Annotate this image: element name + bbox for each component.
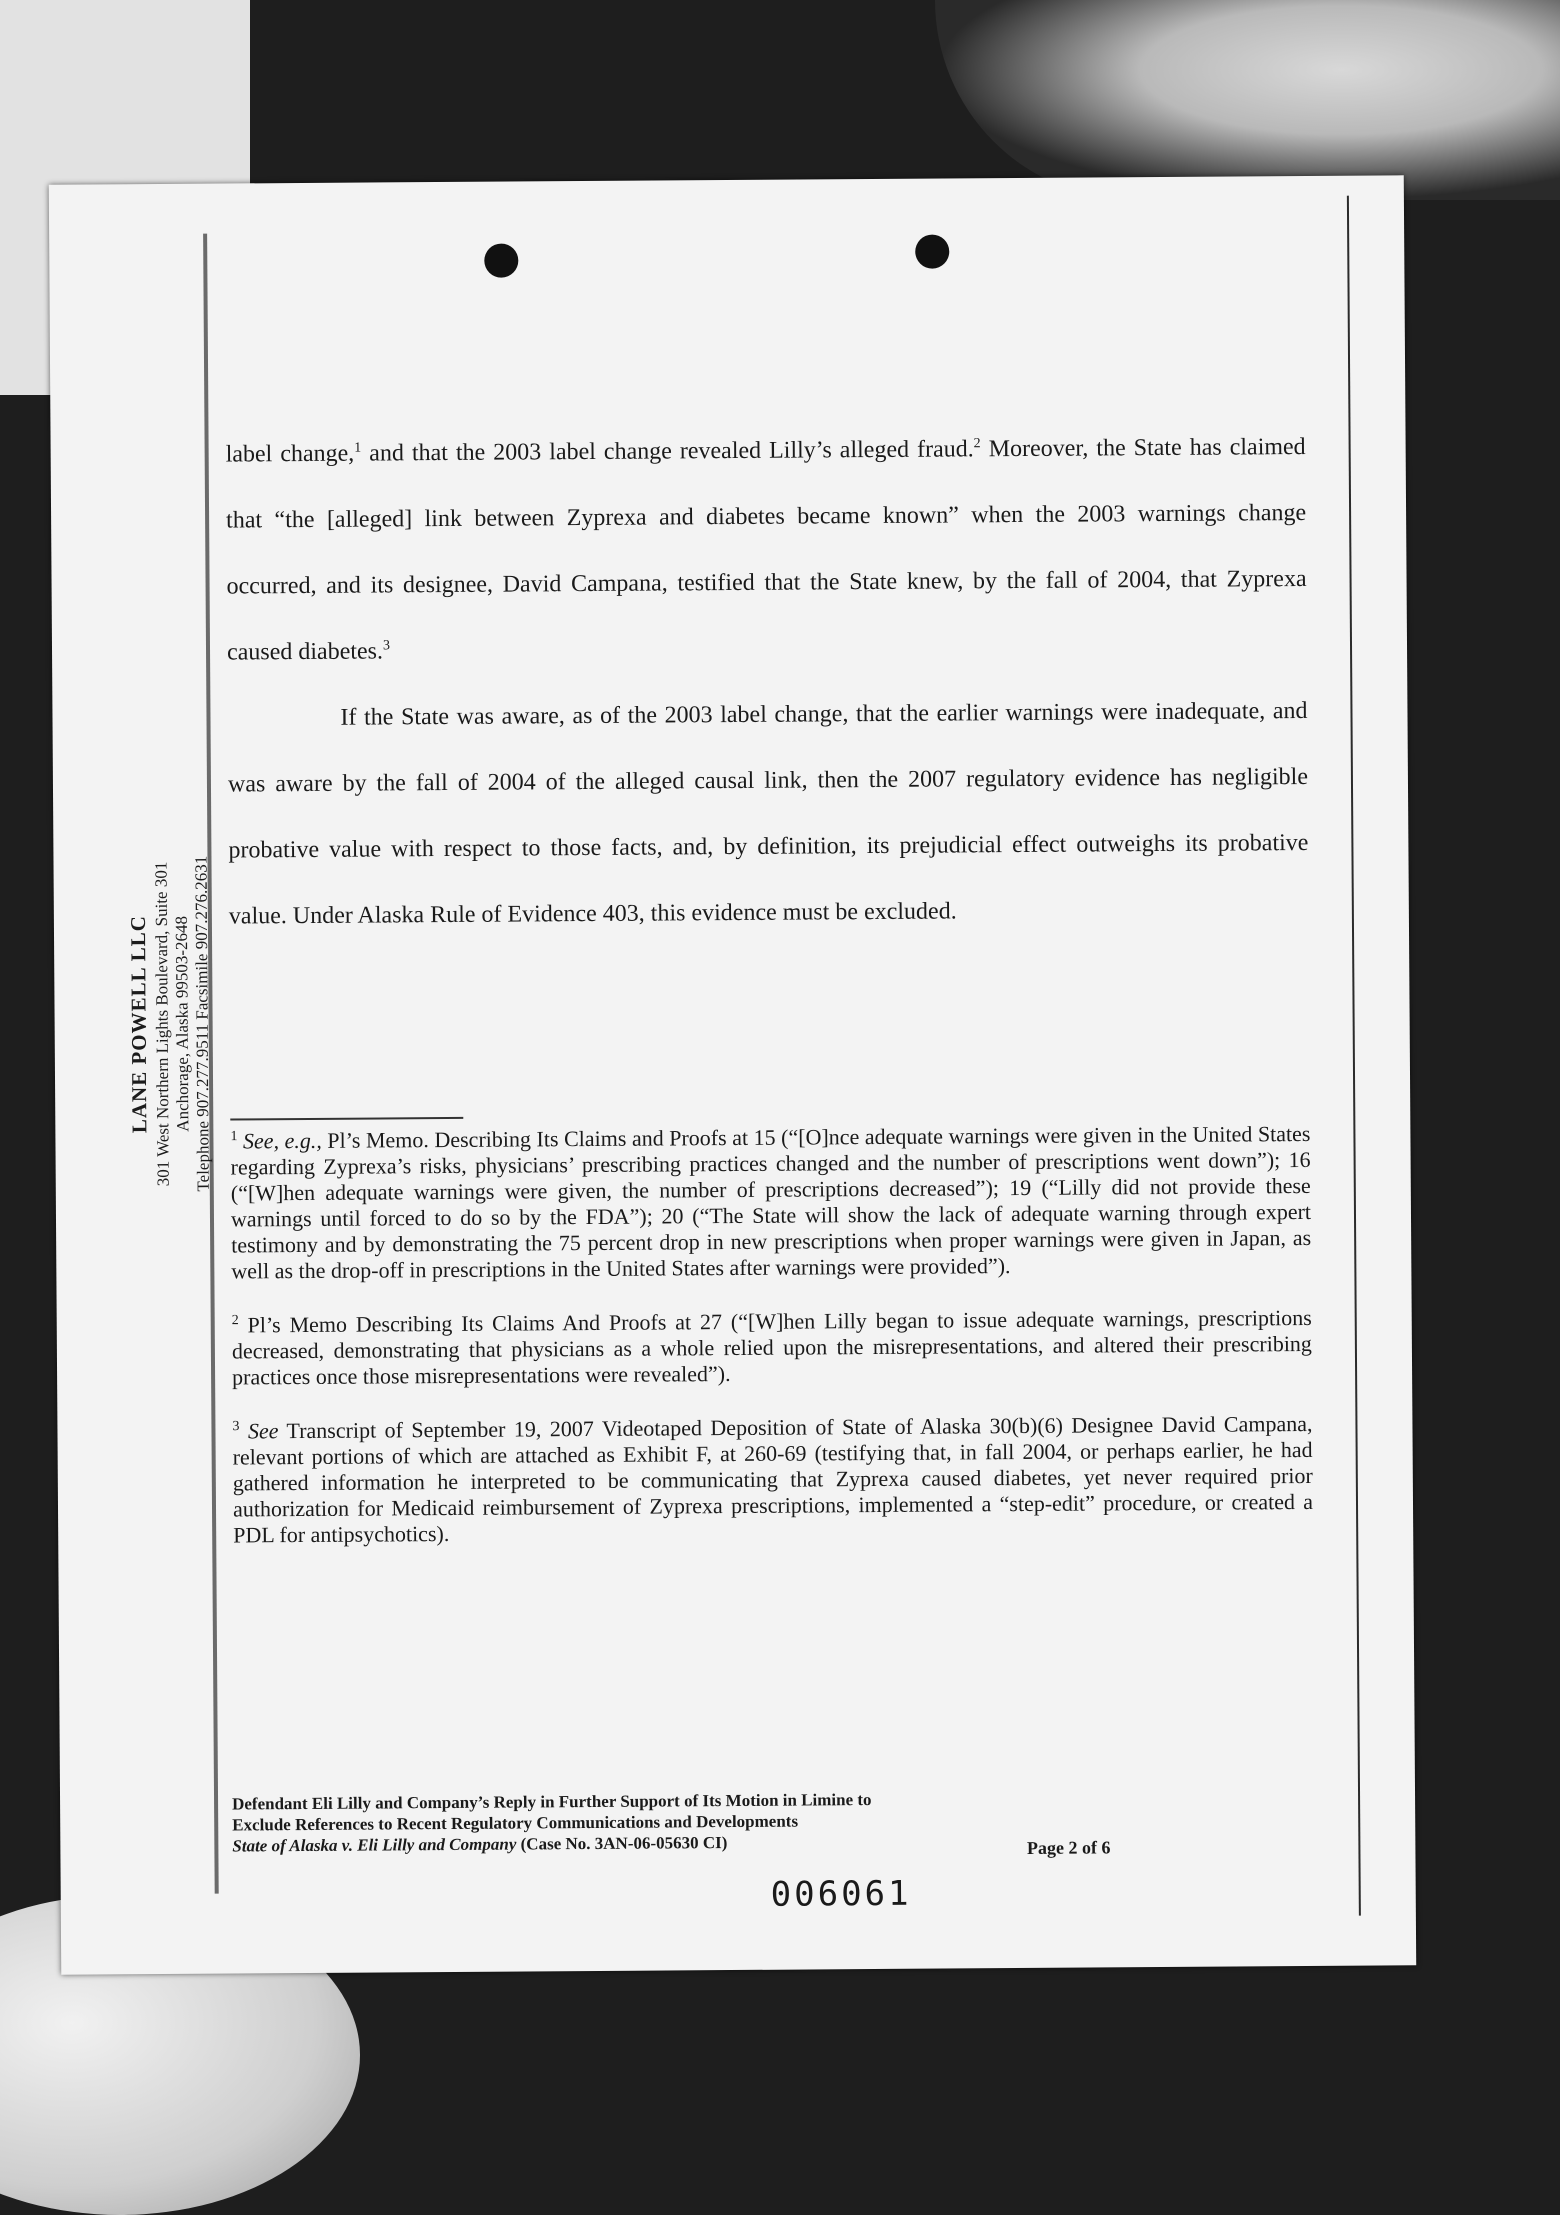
footnote-number: 1 <box>230 1129 238 1145</box>
caption-line-2: Exclude References to Recent Regulatory Communications and Developments <box>232 1811 799 1835</box>
citation-signal: See <box>247 1418 279 1444</box>
case-number: (Case No. 3AN-06-05630 CI) <box>516 1833 728 1854</box>
footnote-text: Pl’s Memo Describing Its Claims And Proofs at 27 (“[W]hen Lilly began to issue adequate warnings, prescriptions decreased, demonstrating that physicians as a whole relied upon the misrepresentations, and altered their prescribing practices once those misrepresentations were revealed”). <box>231 1304 1312 1390</box>
paragraph-text: label change, <box>225 440 355 468</box>
page-number: Page 2 of 6 <box>1026 1837 1111 1858</box>
caption-line-1: Defendant Eli Lilly and Company’s Reply in Further Support of Its Motion in Limine to <box>232 1790 872 1814</box>
paragraph-text: and that the 2003 label change revealed Lilly’s alleged fraud. <box>361 436 974 467</box>
law-firm-letterhead <box>123 804 214 1245</box>
citation-signal: See, e.g., <box>242 1127 322 1154</box>
punch-hole <box>915 234 949 268</box>
case-caption-line <box>232 1830 992 1856</box>
footnotes <box>230 1121 1313 1577</box>
body-paragraph-1 <box>225 414 1307 686</box>
footnote-reference: 2 <box>973 436 981 452</box>
firm-address: 301 West Northern Lights Boulevard, Suite 301 <box>151 861 173 1187</box>
firm-city: Anchorage, Alaska 99503-2648 <box>171 915 193 1132</box>
footnote-3 <box>232 1411 1313 1549</box>
document-page <box>49 175 1416 1974</box>
footnote-separator <box>230 1117 463 1121</box>
punch-hole <box>484 243 518 277</box>
holding-hand <box>935 0 1560 200</box>
footnote-2 <box>232 1305 1313 1391</box>
document-caption <box>232 1788 992 1856</box>
right-margin-rule <box>1347 196 1361 1916</box>
case-caption: State of Alaska v. Eli Lilly and Company <box>232 1834 517 1856</box>
bates-number: 006061 <box>770 1873 912 1915</box>
footnote-number: 3 <box>232 1419 240 1435</box>
firm-name: LANE POWELL LLC <box>125 915 152 1134</box>
footnote-number: 2 <box>231 1313 239 1329</box>
footnote-reference: 1 <box>354 440 362 456</box>
paragraph-text: Moreover, the State has claimed that “the [alleged] link between Zyprexa and diabetes became known” when the 2003 warnings change occurred, and its designee, David Campana, testified that the State knew, by the fall of 2004, that Zyprexa caused diabetes. <box>226 433 1307 666</box>
body-text <box>225 414 1309 950</box>
body-paragraph-2: If the State was aware, as of the 2003 label change, that the earlier warnings were inadequate, and was aware by the fall of 2004 of the alleged causal link, then the 2007 regulatory evidence has negligible probative value with respect to those facts, and, by definition, its prejudicial effect outweighs its probative value. Under Alaska Rule of Evidence 403, this evidence must be excluded. <box>227 697 1309 930</box>
footnote-1 <box>230 1121 1311 1285</box>
footnote-reference: 3 <box>382 638 390 654</box>
firm-phone: Telephone 907.277.9511 Facsimile 907.276.2631 <box>191 855 213 1192</box>
footnote-text: Pl’s Memo. Describing Its Claims and Proofs at 15 (“[O]nce adequate warnings were given in the United States regarding Zyprexa’s risks, physicians’ prescribing practices changed and the number of prescriptions went down”); 16 (“[W]hen adequate warnings were given, the number of prescriptions decreased”); 19 (“Lilly did not provide these warnings until forced to do so by the FDA”); 20 (“The State will show the lack of adequate warning through expert testimony and by demonstrating the 75 percent drop in new prescriptions when proper warnings were given in Japan, as well as the drop-off in prescriptions in the United States after warnings were provided”). <box>230 1120 1312 1284</box>
footnote-text: Transcript of September 19, 2007 Videotaped Deposition of State of Alaska 30(b)(6) Designee David Campana, relevant portions of which are attached as Exhibit F, at 260-69 (testifying that, in fall 2004, or perhaps earlier, he had gathered information he interpreted to be communicating that Zyprexa caused diabetes, yet never required prior authorization for Medicaid reimbursement of Zyprexa prescriptions, implemented a “step-edit” procedure, or created a PDL for antipsychotics). <box>232 1410 1314 1548</box>
